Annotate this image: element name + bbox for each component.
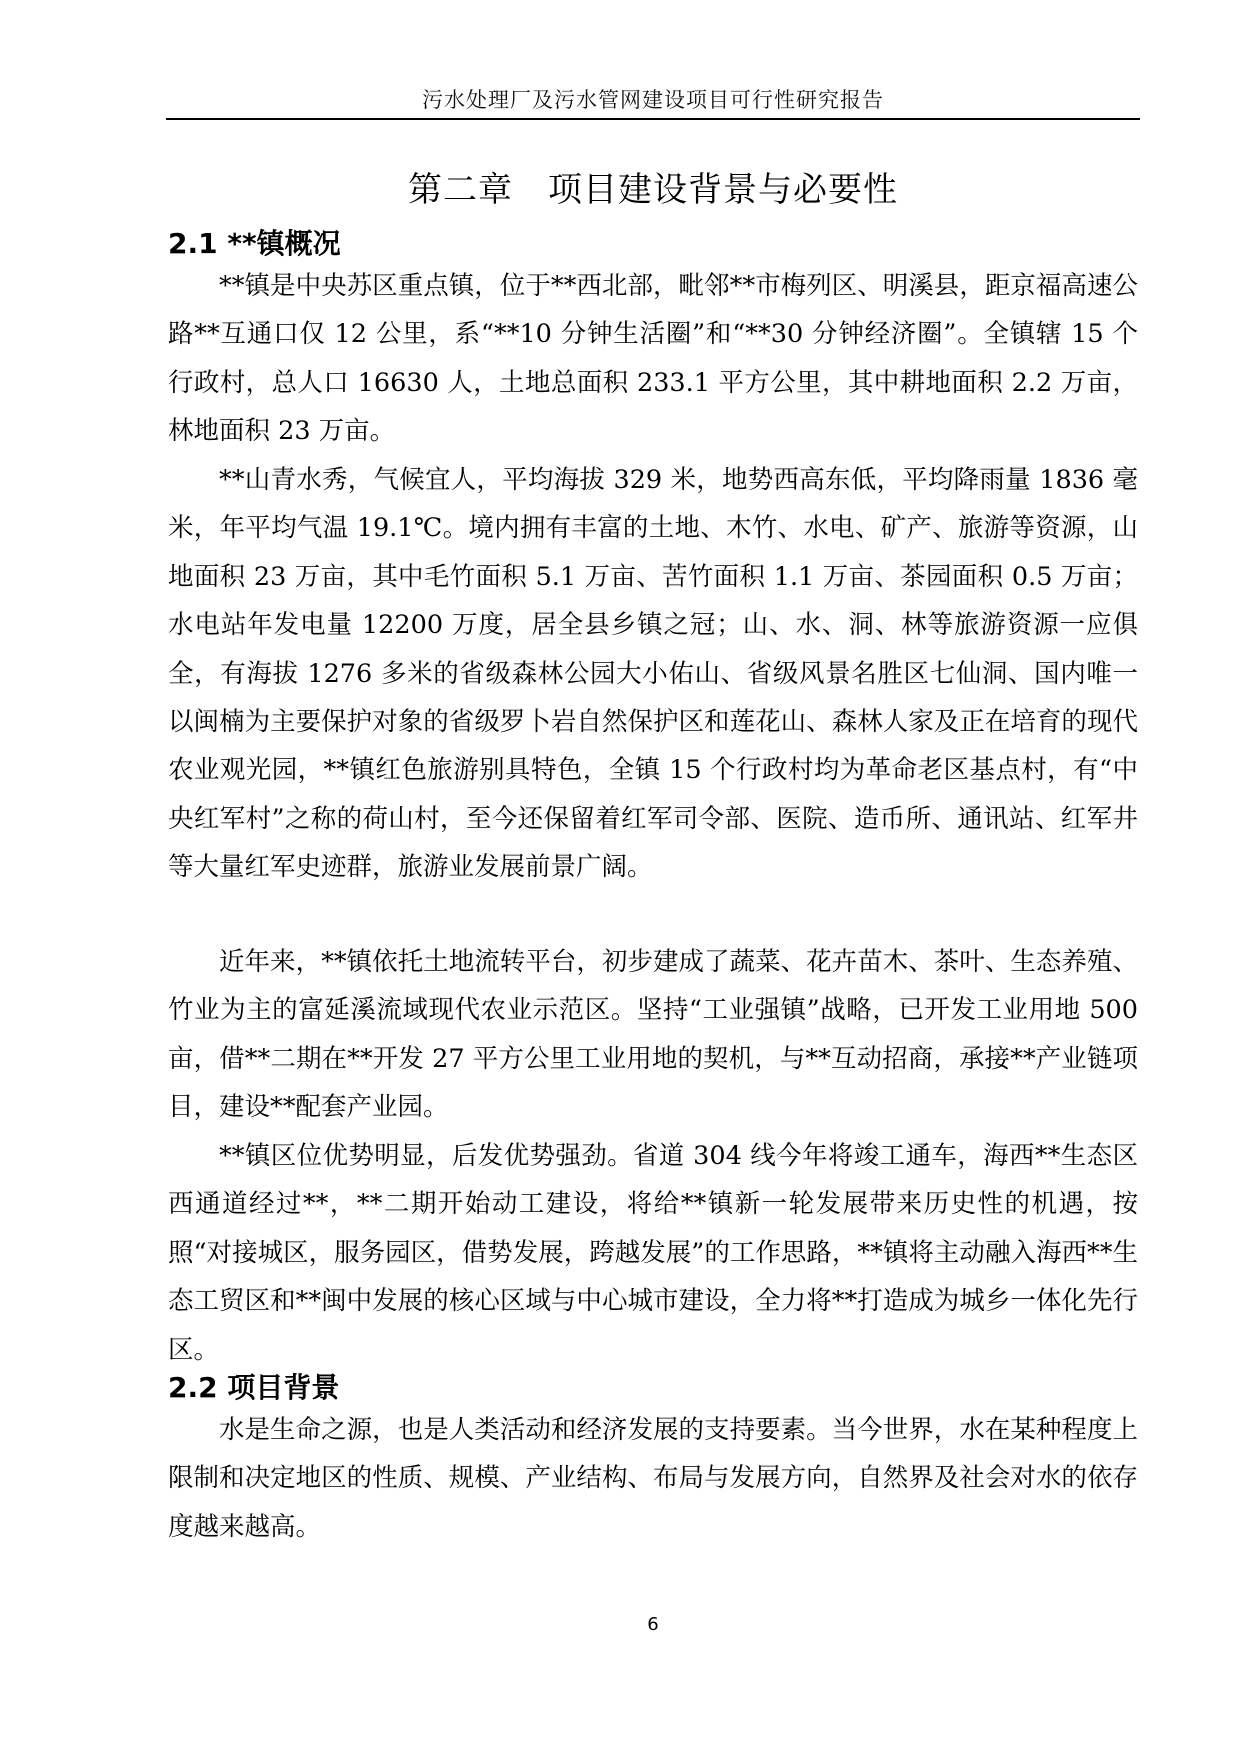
body-paragraph: **镇是中央苏区重点镇，位于**西北部，毗邻**市梅列区、明溪县，距京福高速公路**互通口仅 12 公里，系“**10 分钟生活圈”和“**30 分钟经济圈”。全镇辖 15 个行政村，总人口 16630 人，土地总面积 233.1 平方公里，其中耕地面积 2.2 万亩，林地面积 23 万亩。	[168, 271, 1138, 447]
section-heading-2-2: 2.2 项目背景	[168, 1371, 340, 1404]
body-paragraph: 近年来，**镇依托土地流转平台，初步建成了蔬菜、花卉苗木、茶叶、生态养殖、竹业为主的富延溪流域现代农业示范区。坚持“工业强镇”战略，已开发工业用地 500 亩，借**二期在**开发 27 平方公里工业用地的契机，与**互动招商，承接**产业链项目，建设**配套产业园。	[168, 947, 1138, 1123]
body-paragraph: **镇区位优势明显，后发优势强劲。省道 304 线今年将竣工通车，海西**生态区西通道经过**，**二期开始动工建设，将给**镇新一轮发展带来历史性的机遇，按照“对接城区，服务园区，借势发展，跨越发展”的工作思路，**镇将主动融入海西**生态工贸区和**闽中发展的核心区域与中心城市建设，全力将**打造成为城乡一体化先行区。	[168, 1141, 1138, 1365]
body-paragraph: **山青水秀，气候宜人，平均海拔 329 米，地势西高东低，平均降雨量 1836 毫米，年平均气温 19.1℃。境内拥有丰富的土地、木竹、水电、矿产、旅游等资源，山地面积 23 万亩，其中毛竹面积 5.1 万亩、苦竹面积 1.1 万亩、茶园面积 0.5 万亩；水电站年发电量 12200 万度，居全县乡镇之冠；山、水、洞、林等旅游资源一应俱全，有海拔 1276 多米的省级森林公园大小佑山、省级风景名胜区七仙洞、国内唯一以闽楠为主要保护对象的省级罗卜岩自然保护区和莲花山、森林人家及正在培育的现代农业观光园，**镇红色旅游别具特色，全镇 15 个行政村均为革命老区基点村，有“中央红军村”之称的荷山村，至今还保留着红军司令部、医院、造币所、通讯站、红军井等大量红军史迹群，旅游业发展前景广阔。	[168, 465, 1138, 883]
body-paragraph: 水是生命之源，也是人类活动和经济发展的支持要素。当今世界，水在某种程度上限制和决定地区的性质、规模、产业结构、布局与发展方向，自然界及社会对水的依存度越来越高。	[168, 1415, 1138, 1542]
running-header-title: 污水处理厂及污水管网建设项目可行性研究报告	[422, 88, 884, 112]
header-divider	[166, 118, 1140, 120]
chapter-title: 第二章 项目建设背景与必要性	[408, 170, 898, 210]
section-heading-2-1: 2.1 **镇概况	[168, 227, 341, 260]
page-number: 6	[647, 1614, 659, 1635]
